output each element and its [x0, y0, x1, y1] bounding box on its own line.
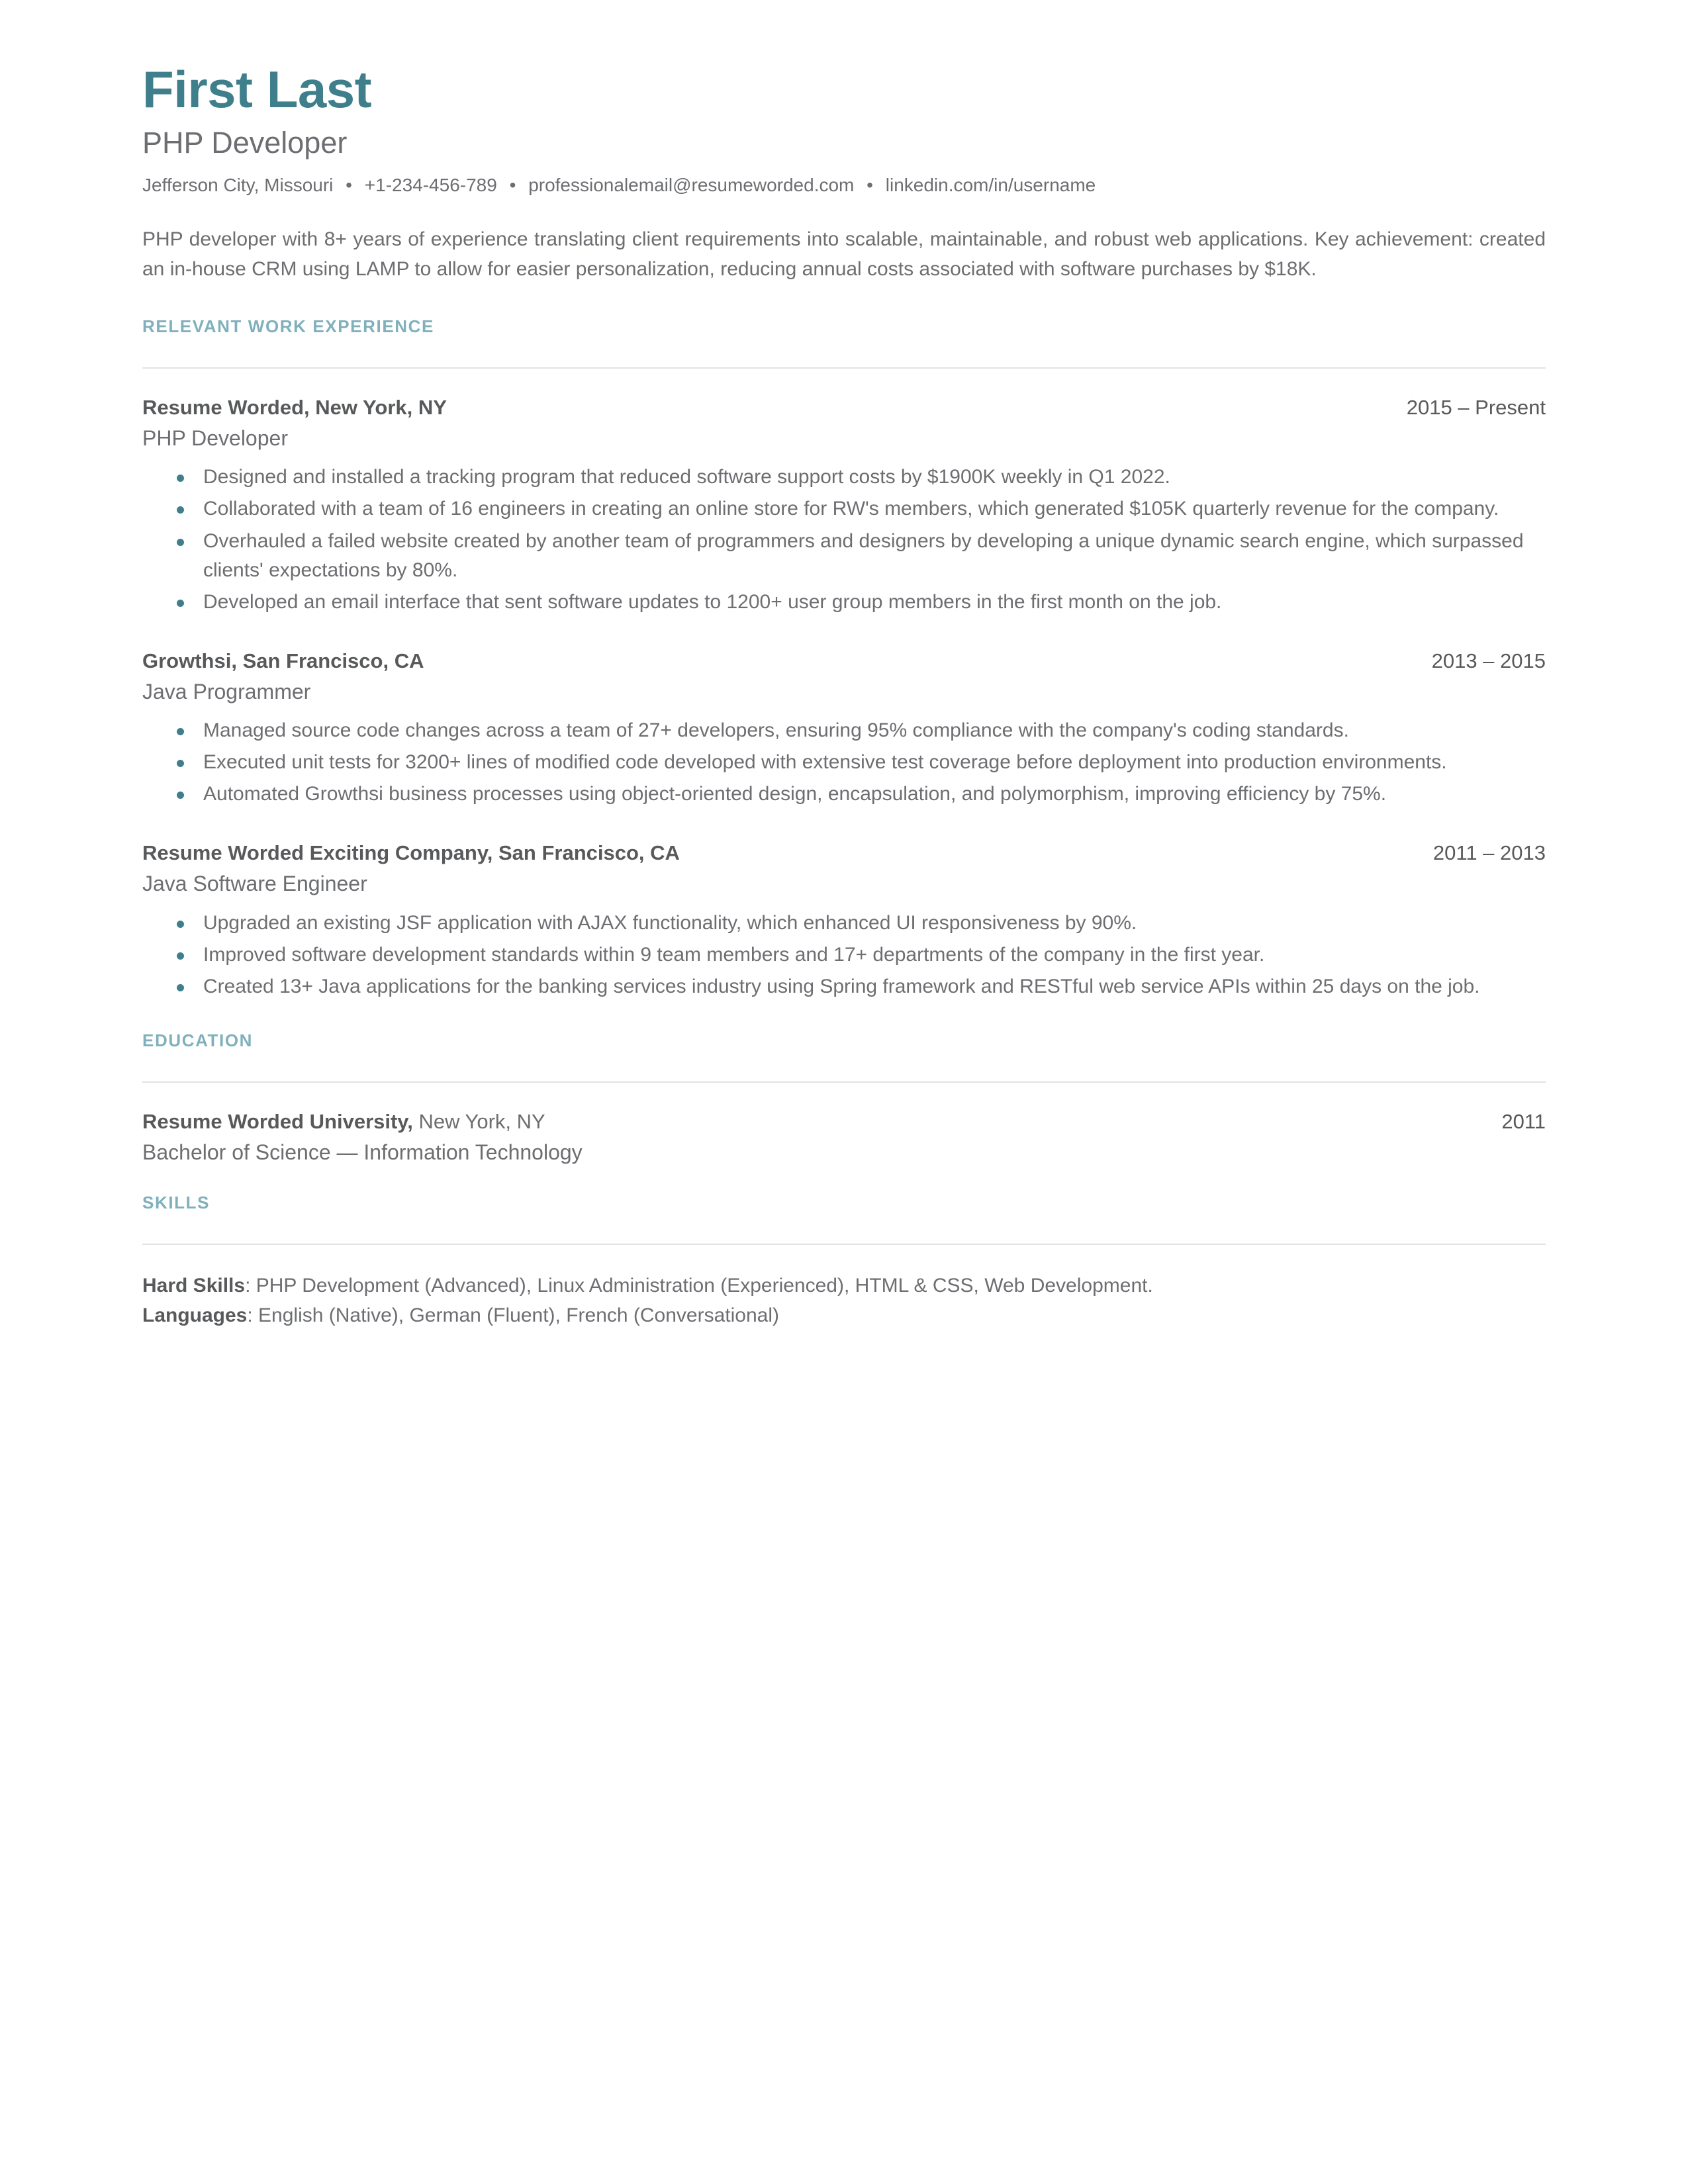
experience-entry-header	[142, 649, 1546, 674]
experience-bullet-text: Improved software development standards within 9 team members and 17+ departments of the company in the first year.	[203, 943, 1265, 966]
experience-entry	[142, 649, 1546, 809]
experience-bullet	[142, 748, 1546, 777]
bullet-dot-icon	[177, 600, 184, 607]
contact-separator-2: •	[509, 175, 516, 196]
education-entry-header	[142, 1109, 1546, 1135]
experience-bullet	[142, 940, 1546, 970]
contact-phone[interactable]: +1-234-456-789	[364, 175, 497, 196]
section-heading-skills: SKILLS	[142, 1193, 211, 1213]
experience-bullet-list	[142, 716, 1546, 809]
bullet-dot-icon	[177, 952, 184, 960]
experience-bullet	[142, 972, 1546, 1001]
experience-entry	[142, 841, 1546, 1001]
bullet-dot-icon	[177, 728, 184, 735]
experience-dates: 2015 – Present	[1406, 395, 1546, 419]
experience-organization: Growthsi, San Francisco, CA	[142, 649, 424, 672]
experience-bullet	[142, 527, 1546, 585]
education-school-location: New York, NY	[412, 1110, 545, 1134]
section-divider-education	[142, 1081, 1546, 1083]
experience-bullet	[142, 909, 1546, 938]
bullet-dot-icon	[177, 921, 184, 928]
skills-hard-skills-label: Hard Skills	[142, 1275, 246, 1297]
section-divider-skills	[142, 1244, 1546, 1245]
experience-bullet	[142, 588, 1546, 617]
bullet-dot-icon	[177, 475, 184, 482]
experience-dates: 2013 – 2015	[1431, 649, 1546, 672]
candidate-name: First Last	[142, 60, 372, 118]
education-degree: Bachelor of Science — Information Technology	[142, 1140, 583, 1164]
skills-hard-skills-value: : PHP Development (Advanced), Linux Administration (Experienced), HTML & CSS, Web Development.	[245, 1275, 1153, 1297]
experience-dates: 2011 – 2013	[1432, 841, 1546, 865]
experience-role: Java Programmer	[142, 679, 311, 704]
skills-hard-skills-line	[142, 1271, 1546, 1300]
spacer-before-education	[142, 1004, 1546, 1030]
experience-bullet-text: Overhauled a failed website created by another team of programmers and designers by developing a unique dynamic search engine, which surpassed clients' expectations by 80%.	[203, 529, 1524, 581]
candidate-job-title: PHP Developer	[142, 125, 348, 159]
education-dates: 2011	[1501, 1110, 1546, 1134]
skills-languages-line	[142, 1301, 1546, 1330]
experience-bullet	[142, 494, 1546, 523]
education-school-name: Resume Worded University,	[142, 1110, 413, 1134]
experience-bullet-text: Created 13+ Java applications for the banking services industry using Spring framework and RESTful web service APIs within 25 days on the job.	[203, 975, 1480, 997]
contact-location: Jefferson City, Missouri	[142, 175, 334, 196]
contact-email[interactable]: professionalemail@resumeworded.com	[528, 175, 855, 196]
skills-languages-label: Languages	[142, 1304, 248, 1326]
experience-bullet-list	[142, 909, 1546, 1001]
professional-summary: PHP developer with 8+ years of experience translating client requirements into scalable, maintainable, and robust web applications. Key achievement: created an in-house CRM using LAMP to allow for easier personalization, reducing annual costs associated with software purchases by $18K.	[142, 228, 1546, 281]
experience-entry-header	[142, 395, 1546, 421]
experience-bullet-list	[142, 463, 1546, 616]
experience-entry	[142, 395, 1546, 617]
contact-linkedin[interactable]: linkedin.com/in/username	[885, 175, 1096, 196]
experience-bullet	[142, 463, 1546, 492]
experience-bullet	[142, 716, 1546, 745]
education-school	[142, 1109, 545, 1135]
section-skills	[142, 1193, 1546, 1330]
experience-bullet-text: Upgraded an existing JSF application with AJAX functionality, which enhanced UI responsiveness by 90%.	[203, 911, 1137, 934]
experience-role: PHP Developer	[142, 426, 288, 450]
bullet-dot-icon	[177, 539, 184, 546]
experience-bullet-text: Developed an email interface that sent software updates to 1200+ user group members in the first month on the job.	[203, 590, 1222, 613]
experience-bullet-text: Managed source code changes across a team of 27+ developers, ensuring 95% compliance with the company's coding standards.	[203, 719, 1349, 742]
contact-line	[142, 173, 1546, 197]
bullet-dot-icon	[177, 760, 184, 767]
experience-organization: Resume Worded, New York, NY	[142, 395, 447, 419]
education-entry	[142, 1109, 1546, 1166]
spacer-before-skills	[142, 1166, 1546, 1193]
bullet-dot-icon	[177, 792, 184, 799]
bullet-dot-icon	[177, 984, 184, 991]
experience-role: Java Software Engineer	[142, 872, 367, 896]
section-divider-experience	[142, 367, 1546, 369]
resume-header	[142, 60, 1546, 285]
experience-bullet	[142, 780, 1546, 809]
bullet-dot-icon	[177, 506, 184, 514]
section-experience	[142, 316, 1546, 1001]
section-education	[142, 1030, 1546, 1166]
experience-organization: Resume Worded Exciting Company, San Francisco, CA	[142, 841, 680, 865]
experience-bullet-text: Executed unit tests for 3200+ lines of modified code developed with extensive test coverage before deployment into production environments.	[203, 751, 1447, 774]
section-heading-experience: RELEVANT WORK EXPERIENCE	[142, 316, 434, 336]
experience-bullet-text: Collaborated with a team of 16 engineers in creating an online store for RW's members, which generated $105K quarterly revenue for the company.	[203, 498, 1499, 520]
contact-separator-3: •	[867, 175, 873, 196]
contact-separator-1: •	[346, 175, 352, 196]
experience-entry-header	[142, 841, 1546, 866]
skills-languages-value: : English (Native), German (Fluent), French (Conversational)	[247, 1304, 779, 1326]
section-heading-education: EDUCATION	[142, 1030, 254, 1051]
experience-bullet-text: Designed and installed a tracking program that reduced software support costs by $1900K weekly in Q1 2022.	[203, 466, 1170, 488]
experience-bullet-text: Automated Growthsi business processes using object-oriented design, encapsulation, and polymorphism, improving efficiency by 75%.	[203, 783, 1387, 805]
